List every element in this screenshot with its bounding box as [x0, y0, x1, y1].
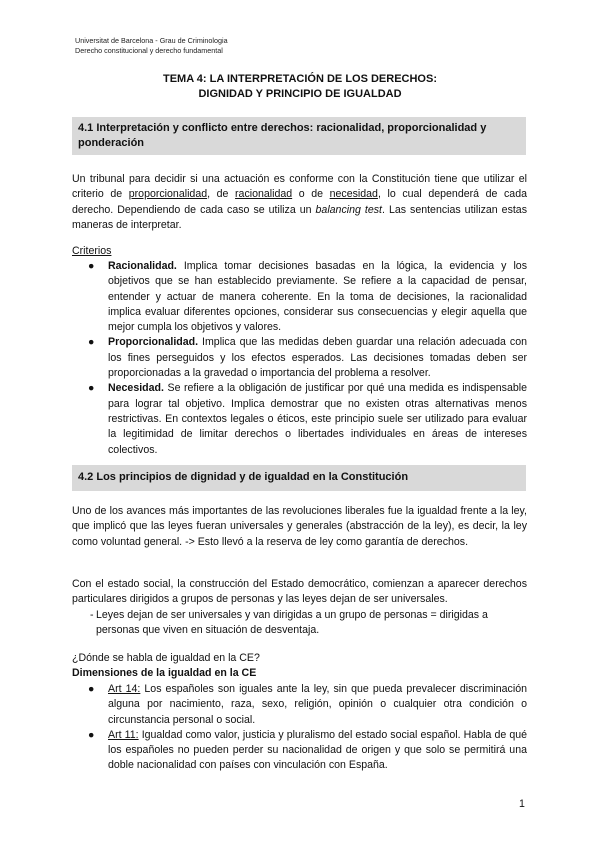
term-proporcionalidad: proporcionalidad	[128, 188, 208, 201]
page-number: 1	[519, 798, 525, 810]
bullet-icon: ●	[88, 382, 95, 395]
bullet-icon: ●	[88, 728, 95, 741]
paragraph-estado-social: Con el estado social, la construcción del Estado democrático, comienzan a aparecer derechos particulares dirigidos a grupos de personas y las leyes dejan de ser universales.	[72, 578, 527, 606]
title-line-1: TEMA 4: LA INTERPRETACIÓN DE LOS DERECHOS:	[163, 73, 437, 85]
term-balancing-test: balancing test	[315, 203, 382, 216]
list-item: ● Art 11: Igualdad como valor, justicia y pluralismo del estado social español. Habla de qué los españoles no pueden perder su nacionalidad de origen y que solo se permitirá una doble nacionalidad con países con vinculación con España.	[88, 728, 528, 772]
list-item: ● Necesidad. Se refiere a la obligación de justificar por qué una medida es indispensable para lograr tal objetivo. Implica demostrar que no existen otras alternativas menos restrictivas. En contextos legales o éticos, este principio suele ser utilizado para evaluar la legitimidad de limitar derechos o libertades individuales en áreas de intereses colectivos.	[88, 382, 527, 456]
dimensions-heading: Dimensiones de la igualdad en la CE	[72, 667, 257, 679]
term-racionalidad: racionalidad	[235, 188, 293, 201]
list-item: ● Proporcionalidad. Implica que las medidas deben guardar una relación adecuada con los fines perseguidos y los efectos esperados. Las decisiones tomadas deben ser proporcionadas a la gravedad o importancia del problema a resolver.	[88, 336, 527, 380]
page-title	[0, 72, 600, 102]
term-necesidad: necesidad	[329, 188, 378, 201]
question-igualdad-ce: ¿Dónde se habla de igualdad en la CE?	[72, 652, 260, 664]
section-intro-paragraph: Un tribunal para decidir si una actuación es conforme con la Constitución tiene que utilizar el criterio de proporcionalidad, de racionalidad o de necesidad, lo cual dependerá de cada derecho. Dependiendo de cada caso se utiliza un balancing test. Las sentencias utilizan estas maneras de interpretar.	[72, 173, 527, 231]
article-ref: Art 11:	[108, 728, 139, 741]
paragraph-revoluciones-liberales: Uno de los avances más importantes de las revoluciones liberales fue la igualdad frente a la ley, que implicó que las leyes fueran universales y generales (abstracción de la ley), es decir, la ley como voluntad general. -> Esto llevó a la reserva de ley como garantía de derechos.	[72, 505, 527, 548]
section-heading-4-2: 4.2 Los principios de dignidad y de igualdad en la Constitución	[72, 465, 526, 491]
bullet-icon: ●	[88, 260, 95, 272]
articles-list	[72, 682, 527, 774]
header-course: Derecho constitucional y derecho fundamental	[75, 45, 223, 55]
title-line-2: DIGNIDAD Y PRINCIPIO DE IGUALDAD	[198, 88, 402, 100]
criterios-list	[72, 259, 527, 458]
section-heading-4-1: 4.1 Interpretación y conflicto entre derechos: racionalidad, proporcionalidad y ponderación	[72, 117, 526, 155]
list-item: ● Art 14: Los españoles son iguales ante la ley, sin que pueda prevalecer discriminación alguna por nacimiento, raza, sexo, religión, opinión o cualquier otra condición o circunstancia personal o social.	[88, 683, 527, 726]
article-ref: Art 14:	[108, 683, 141, 695]
criterios-label: Criterios	[72, 245, 112, 257]
page-header	[75, 36, 228, 55]
bullet-icon: ●	[88, 683, 95, 695]
list-item: ● Racionalidad. Implica tomar decisiones basadas en la lógica, la evidencia y los objetivos que se han establecido previamente. Se refiere a la capacidad de pensar, entender y actuar de manera coherente. En la toma de decisiones, la racionalidad implica evaluar diferentes opciones, considerar sus consecuencias y elegir aquella que mejor cumpla los objetivos y valores.	[88, 260, 527, 334]
bullet-icon: ●	[88, 336, 95, 349]
header-institution: Universitat de Barcelona - Grau de Criminologia	[75, 36, 228, 45]
dash-icon: -	[90, 609, 94, 621]
dash-list-item: - Leyes dejan de ser universales y van dirigidas a un grupo de personas = dirigidas a personas que viven en situación de desventaja.	[90, 609, 488, 637]
